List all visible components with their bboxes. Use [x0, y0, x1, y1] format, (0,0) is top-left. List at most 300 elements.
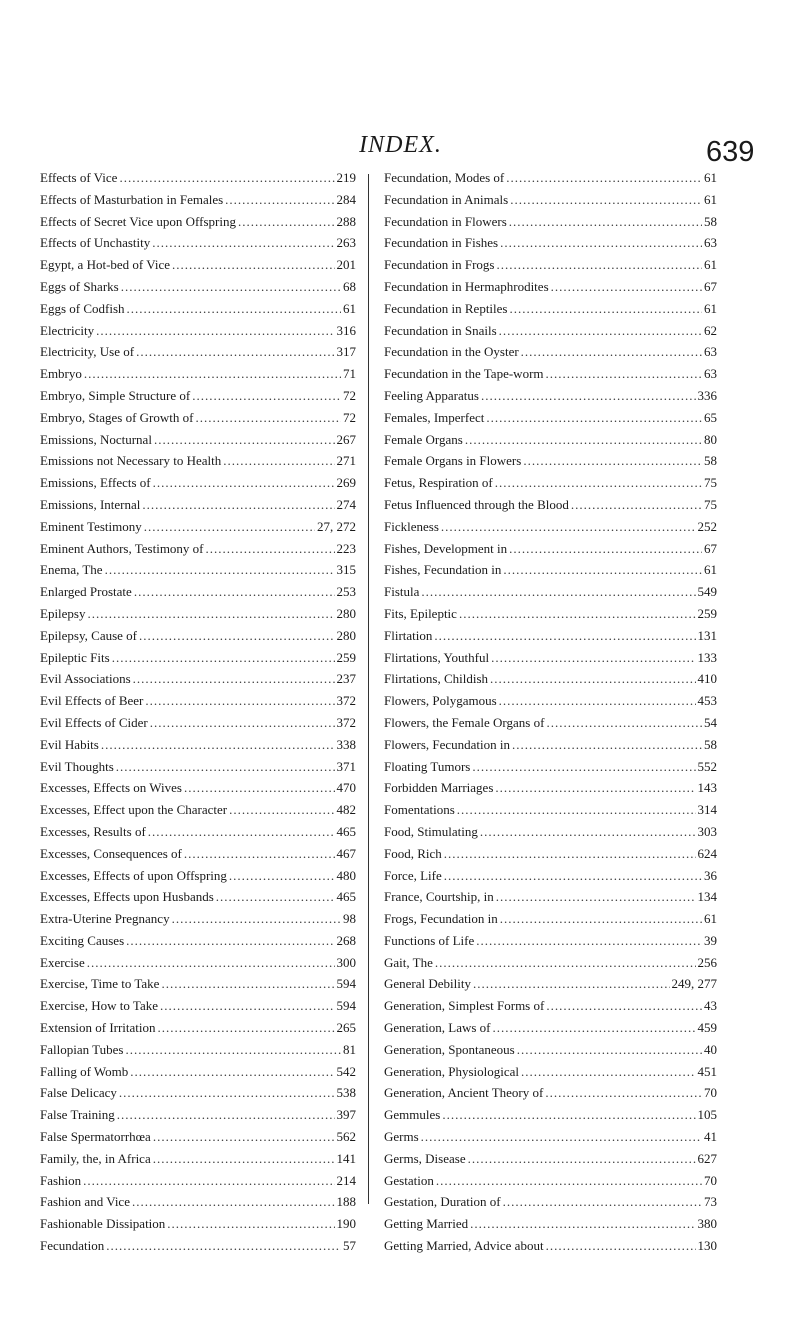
index-entry: [384, 759, 717, 781]
index-page-ref: 303: [697, 823, 717, 839]
index-entry: [384, 628, 717, 650]
index-term: Fickleness: [384, 518, 439, 534]
index-entry: [40, 170, 356, 192]
index-term: Fecundation in Animals: [384, 191, 509, 207]
index-term: Female Organs in Flowers: [384, 453, 522, 469]
dot-leader: [158, 1020, 335, 1036]
index-term: Eminent Authors, Testimony of: [40, 540, 204, 556]
dot-leader: [112, 650, 335, 666]
index-entry: [384, 453, 717, 475]
index-entry: [384, 606, 717, 628]
index-term: Gait, The: [384, 954, 433, 970]
dot-leader: [476, 933, 702, 949]
index-page-ref: 467: [336, 845, 356, 861]
index-term: Fomentations: [384, 802, 455, 818]
dot-leader: [509, 214, 702, 230]
dot-leader: [545, 1085, 702, 1101]
index-entry: [40, 519, 356, 541]
index-entry: [40, 933, 356, 955]
dot-leader: [421, 584, 695, 600]
index-term: Effects of Secret Vice upon Offspring: [40, 213, 236, 229]
index-entry: [384, 1129, 717, 1151]
index-term: Emissions, Effects of: [40, 475, 151, 491]
index-page-ref: 58: [704, 736, 717, 752]
index-entry: [384, 279, 717, 301]
index-term: Epilepsy: [40, 605, 86, 621]
index-term: Embryo: [40, 366, 82, 382]
index-term: Flirtations, Youthful: [384, 649, 490, 665]
dot-leader: [434, 628, 695, 644]
index-term: Flowers, the Female Organs of: [384, 714, 545, 730]
index-entry: [40, 257, 356, 279]
index-entry: [384, 541, 717, 563]
index-page-ref: 39: [704, 932, 717, 948]
index-term: Fecundation in the Tape-worm: [384, 366, 544, 382]
dot-leader: [546, 366, 702, 382]
index-entry: [40, 650, 356, 672]
index-page-ref: 58: [704, 213, 717, 229]
dot-leader: [481, 388, 696, 404]
index-term: Evil Thoughts: [40, 758, 114, 774]
index-term: Excesses, Effects upon Husbands: [40, 889, 214, 905]
index-page-ref: 61: [704, 300, 717, 316]
index-entry: [40, 562, 356, 584]
index-page-ref: 259: [697, 605, 717, 621]
index-page-ref: 223: [336, 540, 356, 556]
index-page-ref: 105: [697, 1107, 717, 1123]
index-page-ref: 288: [336, 213, 356, 229]
index-page-ref: 338: [336, 736, 356, 752]
index-entry: [40, 759, 356, 781]
index-term: Eggs of Sharks: [40, 278, 119, 294]
index-page-ref: 58: [704, 453, 717, 469]
index-term: Functions of Life: [384, 932, 475, 948]
index-page-ref: 67: [704, 540, 717, 556]
index-entry: [384, 933, 717, 955]
dot-leader: [152, 235, 334, 251]
index-term: Exercise, How to Take: [40, 998, 158, 1014]
dot-leader: [457, 802, 696, 818]
index-term: Epileptic Fits: [40, 649, 110, 665]
dot-leader: [468, 1151, 696, 1167]
index-term: Germs: [384, 1129, 419, 1145]
index-page-ref: 397: [336, 1107, 356, 1123]
index-term: Embryo, Simple Structure of: [40, 387, 191, 403]
index-term: Extension of Irritation: [40, 1020, 156, 1036]
index-page-ref: 372: [336, 693, 356, 709]
index-term: Fashion: [40, 1172, 82, 1188]
index-term: Fecundation in Flowers: [384, 213, 507, 229]
dot-leader: [223, 453, 334, 469]
index-term: Gestation, Duration of: [384, 1194, 501, 1210]
index-entry: [384, 344, 717, 366]
index-page-ref: 57: [343, 1238, 356, 1254]
index-entry: [40, 998, 356, 1020]
index-entry: [384, 170, 717, 192]
dot-leader: [229, 802, 334, 818]
index-term: Evil Habits: [40, 736, 99, 752]
index-page-ref: 594: [336, 998, 356, 1014]
index-term: Fecundation in Snails: [384, 322, 497, 338]
index-entry: [40, 214, 356, 236]
index-term: Frogs, Fecundation in: [384, 911, 498, 927]
dot-leader: [506, 170, 702, 186]
index-page-ref: 134: [697, 889, 717, 905]
index-page-ref: 372: [336, 714, 356, 730]
dot-leader: [546, 1238, 696, 1254]
index-entry: [384, 998, 717, 1020]
index-page-ref: 41: [704, 1129, 717, 1145]
dot-leader: [523, 453, 702, 469]
dot-leader: [497, 257, 703, 273]
dot-leader: [441, 519, 696, 535]
index-page-ref: 131: [697, 627, 717, 643]
index-term: Fistula: [384, 584, 420, 600]
dot-leader: [133, 671, 335, 687]
index-term: Exciting Causes: [40, 932, 125, 948]
index-term: Fetus Influenced through the Blood: [384, 496, 569, 512]
dot-leader: [117, 1107, 335, 1123]
dot-leader: [130, 1064, 334, 1080]
dot-leader: [495, 475, 702, 491]
index-page-ref: 316: [336, 322, 356, 338]
index-term: Force, Life: [384, 867, 442, 883]
index-page-ref: 562: [336, 1129, 356, 1145]
page-number: 639: [706, 136, 755, 168]
index-entry: [40, 301, 356, 323]
index-entry: [384, 235, 717, 257]
index-entry: [384, 1216, 717, 1238]
index-page-ref: 274: [336, 496, 356, 512]
index-page-ref: 259: [336, 649, 356, 665]
index-page-ref: 267: [336, 431, 356, 447]
index-term: Feeling Apparatus: [384, 387, 479, 403]
dot-leader: [421, 1129, 702, 1145]
index-entry: [384, 1042, 717, 1064]
index-entry: [40, 868, 356, 890]
dot-leader: [493, 1020, 696, 1036]
index-entry: [384, 366, 717, 388]
dot-leader: [154, 432, 335, 448]
index-entry: [40, 1129, 356, 1151]
index-page-ref: 268: [336, 932, 356, 948]
index-entry: [40, 889, 356, 911]
index-term: Evil Effects of Beer: [40, 693, 144, 709]
index-term: Falling of Womb: [40, 1063, 129, 1079]
index-entry: [384, 976, 717, 998]
dot-leader: [184, 780, 335, 796]
index-term: Excesses, Effects on Wives: [40, 780, 182, 796]
page-header: [0, 0, 801, 170]
dot-leader: [444, 846, 696, 862]
index-page-ref: 624: [697, 845, 717, 861]
index-term: Generation, Simplest Forms of: [384, 998, 545, 1014]
index-entry: [40, 1064, 356, 1086]
index-term: Family, the, in Africa: [40, 1150, 151, 1166]
index-page-ref: 380: [697, 1216, 717, 1232]
index-page-ref: 465: [336, 823, 356, 839]
dot-leader: [192, 388, 341, 404]
index-page-ref: 214: [336, 1172, 356, 1188]
index-term: Germs, Disease: [384, 1150, 466, 1166]
index-page-ref: 538: [336, 1085, 356, 1101]
index-page-ref: 271: [336, 453, 356, 469]
index-entry: [40, 628, 356, 650]
index-page-ref: 130: [697, 1238, 717, 1254]
index-entry: [40, 737, 356, 759]
dot-leader: [172, 911, 341, 927]
dot-leader: [500, 235, 702, 251]
index-page-ref: 300: [336, 954, 356, 970]
index-term: Floating Tumors: [384, 758, 471, 774]
dot-leader: [160, 998, 335, 1014]
index-entry: [40, 671, 356, 693]
index-entry: [384, 475, 717, 497]
dot-leader: [206, 541, 335, 557]
dot-leader: [442, 1107, 695, 1123]
index-page-ref: 256: [697, 954, 717, 970]
index-term: Generation, Laws of: [384, 1020, 491, 1036]
index-page-ref: 40: [704, 1041, 717, 1057]
index-page-ref: 201: [336, 257, 356, 273]
index-entry: [40, 410, 356, 432]
index-term: Fecundation in the Oyster: [384, 344, 519, 360]
index-term: Epilepsy, Cause of: [40, 627, 137, 643]
index-page-ref: 280: [336, 627, 356, 643]
dot-leader: [571, 497, 702, 513]
index-entry: [40, 1151, 356, 1173]
index-term: Emissions, Internal: [40, 496, 141, 512]
index-entry: [40, 475, 356, 497]
index-entry: [40, 235, 356, 257]
index-page-ref: 188: [336, 1194, 356, 1210]
index-term: Flirtation: [384, 627, 433, 643]
index-page-ref: 542: [336, 1063, 356, 1079]
dot-leader: [435, 955, 696, 971]
index-page-ref: 237: [336, 671, 356, 687]
index-entry: [40, 976, 356, 998]
index-term: Fallopian Tubes: [40, 1041, 124, 1057]
index-term: Fishes, Development in: [384, 540, 508, 556]
index-term: Food, Stimulating: [384, 823, 478, 839]
index-entry: [40, 388, 356, 410]
dot-leader: [134, 584, 335, 600]
index-page-ref: 549: [697, 584, 717, 600]
index-page-ref: 482: [336, 802, 356, 818]
dot-leader: [167, 1216, 334, 1232]
index-page-ref: 63: [704, 235, 717, 251]
index-term: Excesses, Effects of upon Offspring: [40, 867, 227, 883]
dot-leader: [225, 192, 334, 208]
index-entry: [384, 497, 717, 519]
index-entry: [384, 584, 717, 606]
dot-leader: [470, 1216, 695, 1232]
index-entry: [40, 497, 356, 519]
index-term: Female Organs: [384, 431, 463, 447]
index-entry: [40, 1107, 356, 1129]
dot-leader: [436, 1173, 702, 1189]
index-page-ref: 265: [336, 1020, 356, 1036]
index-entry: [384, 432, 717, 454]
index-term: Forbidden Marriages: [384, 780, 494, 796]
index-page-ref: 61: [704, 562, 717, 578]
index-entry: [384, 693, 717, 715]
index-term: Extra-Uterine Pregnancy: [40, 911, 170, 927]
index-term: Gestation: [384, 1172, 434, 1188]
index-entry: [384, 1085, 717, 1107]
index-term: Gemmules: [384, 1107, 441, 1123]
index-term: Fecundation: [40, 1238, 105, 1254]
index-term: Electricity, Use of: [40, 344, 135, 360]
index-page-ref: 63: [704, 344, 717, 360]
index-page-ref: 65: [704, 409, 717, 425]
index-page-ref: 61: [704, 257, 717, 273]
index-term: General Debility: [384, 976, 471, 992]
index-term: Electricity: [40, 322, 95, 338]
dot-leader: [144, 519, 315, 535]
dot-leader: [132, 1194, 335, 1210]
index-page-ref: 71: [343, 366, 356, 382]
index-entry: [40, 1194, 356, 1216]
dot-leader: [119, 170, 334, 186]
index-page-ref: 62: [704, 322, 717, 338]
index-page-ref: 190: [336, 1216, 356, 1232]
dot-leader: [142, 497, 334, 513]
index-term: Exercise: [40, 954, 85, 970]
dot-leader: [195, 410, 341, 426]
index-page-ref: 70: [704, 1085, 717, 1101]
dot-leader: [472, 759, 695, 775]
index-page-ref: 269: [336, 475, 356, 491]
dot-leader: [491, 650, 695, 666]
index-page-ref: 315: [336, 562, 356, 578]
dot-leader: [87, 955, 335, 971]
index-page-ref: 317: [336, 344, 356, 360]
dot-leader: [521, 344, 702, 360]
index-entry: [384, 1020, 717, 1042]
index-entry: [384, 1173, 717, 1195]
index-entry: [40, 1042, 356, 1064]
dot-leader: [500, 911, 702, 927]
index-term: Fits, Epileptic: [384, 605, 457, 621]
index-term: France, Courtship, in: [384, 889, 494, 905]
index-page-ref: 552: [697, 758, 717, 774]
dot-leader: [184, 846, 335, 862]
dot-leader: [161, 976, 334, 992]
index-entry: [40, 323, 356, 345]
dot-leader: [510, 192, 702, 208]
index-page-ref: 61: [704, 170, 717, 185]
dot-leader: [473, 976, 670, 992]
column-divider: [368, 174, 369, 1204]
index-term: Getting Married, Advice about: [384, 1238, 544, 1254]
index-entry: [384, 868, 717, 890]
index-page-ref: 451: [697, 1063, 717, 1079]
dot-leader: [116, 759, 335, 775]
dot-leader: [172, 257, 334, 273]
dot-leader: [105, 562, 335, 578]
index-term: Flowers, Polygamous: [384, 693, 497, 709]
index-page-ref: 284: [336, 191, 356, 207]
dot-leader: [521, 1064, 695, 1080]
index-term: Eminent Testimony: [40, 518, 142, 534]
index-term: Exercise, Time to Take: [40, 976, 160, 992]
index-page-ref: 314: [697, 802, 717, 818]
index-term: False Training: [40, 1107, 115, 1123]
index-term: Excesses, Consequences of: [40, 845, 182, 861]
index-entry: [384, 301, 717, 323]
index-term: Evil Associations: [40, 671, 131, 687]
dot-leader: [480, 824, 696, 840]
dot-leader: [84, 366, 341, 382]
index-entry: [384, 889, 717, 911]
index-page-ref: 141: [336, 1150, 356, 1166]
dot-leader: [136, 344, 334, 360]
dot-leader: [495, 780, 695, 796]
index-entry: [384, 388, 717, 410]
dot-leader: [444, 868, 702, 884]
index-column-left: [40, 170, 356, 1260]
index-term: False Delicacy: [40, 1085, 117, 1101]
index-term: Generation, Spontaneous: [384, 1041, 515, 1057]
dot-leader: [106, 1238, 341, 1254]
index-term: Emissions not Necessary to Health: [40, 453, 222, 469]
dot-leader: [238, 214, 335, 230]
dot-leader: [216, 889, 335, 905]
index-page-ref: 480: [336, 867, 356, 883]
index-entry: [384, 519, 717, 541]
dot-leader: [101, 737, 335, 753]
index-entry: [384, 1194, 717, 1216]
index-term: Embryo, Stages of Growth of: [40, 409, 194, 425]
dot-leader: [465, 432, 702, 448]
index-term: Flirtations, Childish: [384, 671, 489, 687]
index-term: Food, Rich: [384, 845, 442, 861]
index-entry: [40, 366, 356, 388]
index-entry: [384, 780, 717, 802]
index-page-ref: 263: [336, 235, 356, 251]
index-entry: [40, 432, 356, 454]
index-term: Excesses, Effect upon the Character: [40, 802, 228, 818]
index-entry: [384, 562, 717, 584]
dot-leader: [499, 323, 702, 339]
dot-leader: [546, 998, 702, 1014]
index-entry: [384, 650, 717, 672]
index-page-ref: 75: [704, 496, 717, 512]
dot-leader: [459, 606, 696, 622]
index-entry: [40, 453, 356, 475]
dot-leader: [126, 933, 334, 949]
index-entry: [384, 911, 717, 933]
index-term: Fecundation in Hermaphrodites: [384, 278, 549, 294]
index-page-ref: 459: [697, 1020, 717, 1036]
index-term: Generation, Physiological: [384, 1063, 520, 1079]
index-term: Fetus, Respiration of: [384, 475, 493, 491]
index-term: Enema, The: [40, 562, 103, 578]
dot-leader: [496, 889, 696, 905]
index-term: Flowers, Fecundation in: [384, 736, 511, 752]
index-entry: [384, 671, 717, 693]
dot-leader: [153, 1129, 335, 1145]
index-entry: [384, 214, 717, 236]
index-term: Fashionable Dissipation: [40, 1216, 166, 1232]
index-page-ref: 627: [697, 1150, 717, 1166]
index-entry: [40, 344, 356, 366]
index-page-ref: 336: [697, 387, 717, 403]
index-page-ref: 98: [343, 911, 356, 927]
index-entry: [40, 584, 356, 606]
index-term: Effects of Masturbation in Females: [40, 191, 224, 207]
